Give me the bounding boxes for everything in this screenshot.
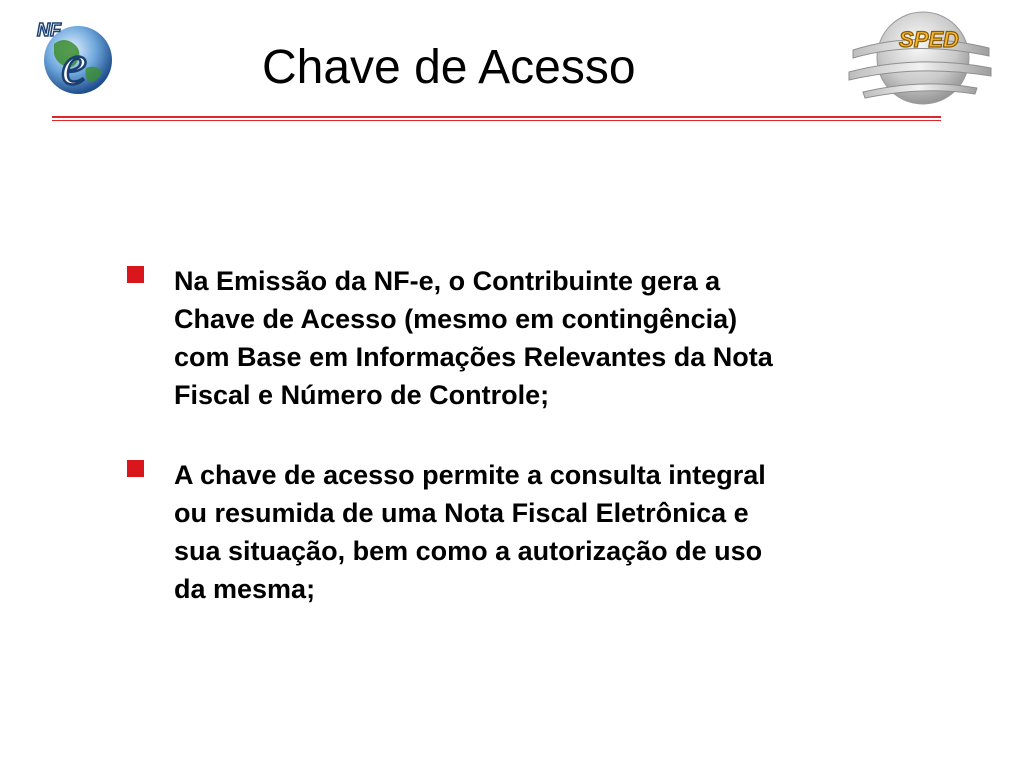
bullet-text [174,262,944,414]
sped-logo-text: SPED [899,27,959,52]
square-bullet-icon [127,460,144,477]
bullet-line: da mesma; [174,574,316,604]
nfe-logo-nf: NF [37,20,61,40]
bullet-line: com Base em Informações Relevantes da Nota [174,342,773,372]
bullet-line: Chave de Acesso (mesmo em contingência) [174,304,738,334]
square-bullet-icon [127,266,144,283]
nfe-logo-letter: e [61,32,87,97]
bullet-line: A chave de acesso permite a consulta integral [174,460,766,490]
bullet-text [174,456,944,608]
bullet-line: Fiscal e Número de Controle; [174,380,550,410]
bullet-line: ou resumida de uma Nota Fiscal Eletrônica e [174,498,749,528]
bullet-line: sua situação, bem como a autorização de uso [174,536,763,566]
bullet-line: Na Emissão da NF-e, o Contribuinte gera a [174,266,721,296]
slide-title: Chave de Acesso [262,41,636,94]
